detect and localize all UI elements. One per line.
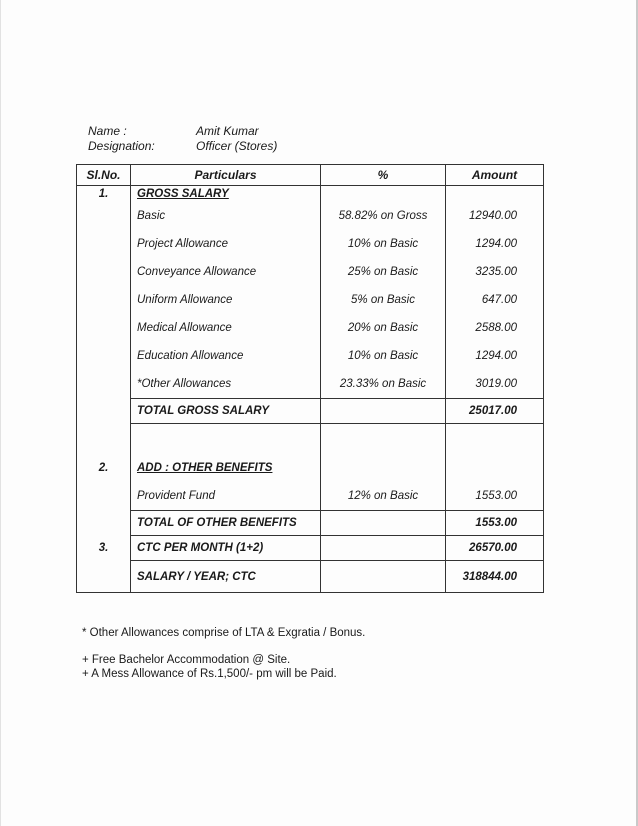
salary-year-label: SALARY / YEAR; CTC	[131, 561, 321, 593]
total-gross-row	[77, 399, 544, 424]
row-amount: 1553.00	[446, 482, 544, 511]
header-percent: %	[321, 165, 446, 186]
row-particular: *Other Allowances	[131, 370, 321, 399]
section2-title: ADD : OTHER BENEFITS	[137, 462, 273, 474]
section1-title-row	[77, 186, 544, 203]
row-percent: 12% on Basic	[321, 482, 446, 511]
total-gross-amount: 25017.00	[446, 399, 544, 424]
designation-value: Officer (Stores)	[196, 139, 278, 153]
table-row	[77, 202, 544, 230]
salary-year-row	[77, 561, 544, 593]
row-percent: 5% on Basic	[321, 286, 446, 314]
row-amount: 647.00	[446, 286, 544, 314]
total-benefits-label: TOTAL OF OTHER BENEFITS	[131, 511, 321, 536]
table-row	[77, 230, 544, 258]
total-benefits-amount: 1553.00	[446, 511, 544, 536]
section3-number: 3.	[77, 536, 131, 561]
table-row	[77, 314, 544, 342]
note-other-allowances: * Other Allowances comprise of LTA & Exgratia / Bonus.	[82, 627, 366, 639]
name-label: Name :	[88, 124, 127, 138]
name-value: Amit Kumar	[196, 124, 259, 138]
table-row	[77, 342, 544, 370]
row-percent: 10% on Basic	[321, 342, 446, 370]
table-row	[77, 482, 544, 511]
total-benefits-row	[77, 511, 544, 536]
salary-table	[76, 164, 544, 593]
note-mess-allowance: + A Mess Allowance of Rs.1,500/- pm will be Paid.	[82, 668, 337, 680]
row-particular: Medical Allowance	[131, 314, 321, 342]
row-particular: Basic	[131, 202, 321, 230]
ctc-month-amount: 26570.00	[446, 536, 544, 561]
total-gross-label: TOTAL GROSS SALARY	[131, 399, 321, 424]
section2-number: 2.	[77, 454, 131, 482]
table-header-row	[77, 165, 544, 186]
row-percent: 23.33% on Basic	[321, 370, 446, 399]
row-particular: Education Allowance	[131, 342, 321, 370]
row-amount: 3235.00	[446, 258, 544, 286]
section1-title: GROSS SALARY	[137, 188, 229, 200]
row-percent: 25% on Basic	[321, 258, 446, 286]
row-particular: Uniform Allowance	[131, 286, 321, 314]
header-slno: Sl.No.	[77, 165, 131, 186]
row-amount: 12940.00	[446, 202, 544, 230]
ctc-month-row	[77, 536, 544, 561]
row-percent: 58.82% on Gross	[321, 202, 446, 230]
spacer-row	[77, 424, 544, 455]
table-row	[77, 286, 544, 314]
row-percent: 20% on Basic	[321, 314, 446, 342]
header-particulars: Particulars	[131, 165, 321, 186]
row-percent: 10% on Basic	[321, 230, 446, 258]
table-row	[77, 258, 544, 286]
row-amount: 3019.00	[446, 370, 544, 399]
designation-label: Designation:	[88, 139, 155, 153]
salary-year-amount: 318844.00	[446, 561, 544, 593]
row-amount: 1294.00	[446, 342, 544, 370]
section2-title-row	[77, 454, 544, 482]
row-particular: Conveyance Allowance	[131, 258, 321, 286]
table-row	[77, 370, 544, 399]
section1-number: 1.	[77, 186, 131, 203]
row-particular: Project Allowance	[131, 230, 321, 258]
page-left-edge	[0, 0, 1, 826]
ctc-month-label: CTC PER MONTH (1+2)	[131, 536, 321, 561]
row-amount: 2588.00	[446, 314, 544, 342]
note-accommodation: + Free Bachelor Accommodation @ Site.	[82, 654, 291, 666]
row-amount: 1294.00	[446, 230, 544, 258]
header-amount: Amount	[446, 165, 544, 186]
row-particular: Provident Fund	[131, 482, 321, 511]
